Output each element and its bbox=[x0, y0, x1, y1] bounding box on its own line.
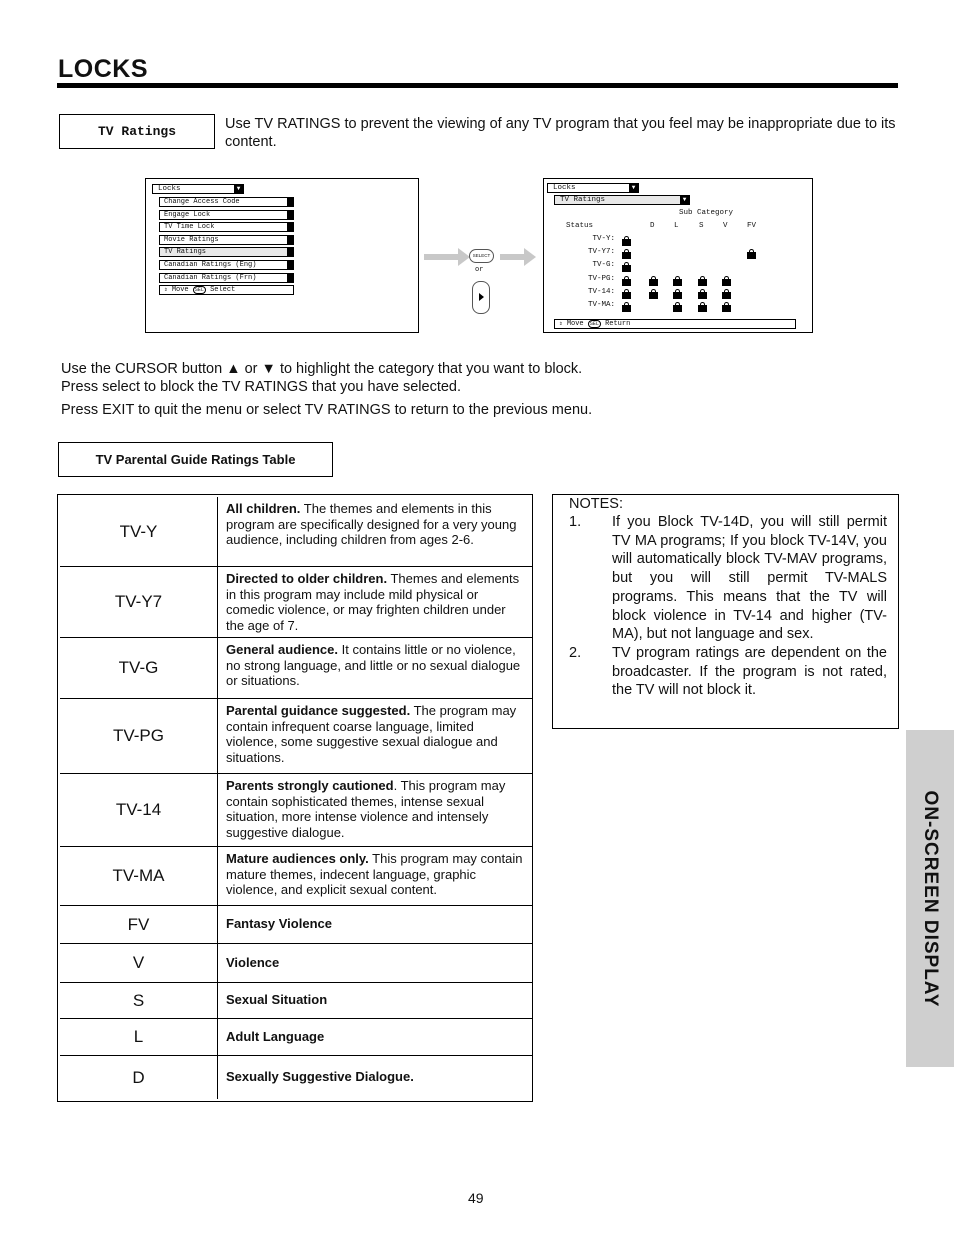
instr-text: Use the CURSOR button bbox=[61, 361, 223, 377]
note-number: 1. bbox=[569, 514, 582, 530]
or-label: or bbox=[475, 266, 484, 274]
lock-icon[interactable] bbox=[698, 292, 707, 299]
rating-row bbox=[60, 699, 532, 774]
footer-return-label: Return bbox=[605, 320, 631, 328]
menu-item[interactable] bbox=[159, 260, 294, 270]
dropdown-arrow-icon: ▼ bbox=[234, 185, 243, 193]
rating-description-bold: General audience. bbox=[226, 642, 338, 657]
menu-item-label: TV Time Lock bbox=[164, 223, 215, 232]
dropdown-arrow-icon: ▼ bbox=[680, 196, 689, 204]
sel-button-icon: SEL bbox=[194, 287, 204, 293]
column-header: S bbox=[699, 222, 704, 230]
title-rule bbox=[57, 83, 898, 88]
rating-row bbox=[60, 638, 532, 699]
screen1-footer bbox=[159, 285, 294, 295]
rating-description bbox=[226, 571, 524, 633]
lock-icon[interactable] bbox=[722, 279, 731, 286]
rating-description bbox=[226, 1029, 524, 1045]
rating-description-bold: Fantasy Violence bbox=[226, 916, 332, 931]
rating-description bbox=[226, 501, 524, 548]
select-button-label: SELECT bbox=[472, 253, 491, 258]
menu-item-edge bbox=[287, 236, 293, 244]
rating-description bbox=[226, 955, 524, 971]
up-down-icon: ⇕ bbox=[164, 286, 168, 293]
lock-icon[interactable] bbox=[673, 305, 682, 312]
rating-row-label: TV-MA: bbox=[588, 301, 616, 309]
rating-row bbox=[60, 847, 532, 906]
rating-row bbox=[60, 906, 532, 944]
lock-icon[interactable] bbox=[698, 279, 707, 286]
column-header: D bbox=[650, 222, 655, 230]
column-header: L bbox=[674, 222, 679, 230]
menu-item[interactable] bbox=[159, 235, 294, 245]
tv-ratings-screen bbox=[543, 178, 813, 333]
rating-description-bold: All children. bbox=[226, 501, 301, 516]
menu-item-edge bbox=[287, 223, 293, 231]
lock-icon[interactable] bbox=[622, 305, 631, 312]
lock-icon[interactable] bbox=[722, 305, 731, 312]
rating-description bbox=[226, 916, 524, 932]
note-text: If you Block TV-14D, you will still permit TV MA programs; If you block TV-14V, you will automatically block TV-MAV programs, but you will still permit TV-MALS programs. This means that the TV will block violence in TV-14 and higher (TV-MA), but not language and sex. bbox=[612, 514, 887, 643]
notes-heading: NOTES: bbox=[569, 496, 623, 512]
down-triangle-icon: ▼ bbox=[261, 361, 276, 377]
menu-item[interactable] bbox=[159, 197, 294, 207]
lock-icon[interactable] bbox=[747, 252, 756, 259]
rating-label: TV-PG bbox=[60, 699, 218, 773]
rating-row bbox=[60, 774, 532, 847]
instr-text: to highlight the category that you want to block. bbox=[279, 361, 583, 377]
tv-ratings-label: TV Ratings bbox=[97, 124, 176, 139]
menu-item-label: Engage Lock bbox=[164, 210, 211, 219]
screen2-tv-ratings-submenu bbox=[554, 195, 690, 205]
menu-item[interactable] bbox=[159, 222, 294, 232]
arrow-right-icon bbox=[424, 254, 458, 260]
rating-description-text: The themes and elements in this program are specifically designed for a very young audience, including children from ages 2-6. bbox=[226, 501, 517, 548]
menu-item-edge bbox=[287, 248, 293, 256]
lock-icon[interactable] bbox=[622, 279, 631, 286]
rating-row-label: TV-Y7: bbox=[588, 248, 616, 257]
menu-item-edge bbox=[287, 274, 293, 282]
footer-move-label: Move bbox=[566, 320, 584, 328]
lock-icon[interactable] bbox=[722, 292, 731, 299]
menu-item-label: Change Access Code bbox=[164, 198, 240, 206]
menu-item-edge bbox=[287, 211, 293, 219]
screen2-submenu-label: TV Ratings bbox=[560, 196, 606, 204]
lock-icon[interactable] bbox=[673, 292, 682, 299]
rating-row bbox=[60, 497, 532, 567]
footer-select-label: Select bbox=[210, 286, 236, 294]
rating-description bbox=[226, 851, 524, 898]
rating-description bbox=[226, 1069, 524, 1085]
rating-description bbox=[226, 992, 524, 1008]
arrow-right-icon bbox=[500, 254, 524, 260]
rating-description-bold: Adult Language bbox=[226, 1029, 325, 1044]
rating-label: TV-G bbox=[60, 638, 218, 698]
menu-item-edge bbox=[287, 198, 293, 206]
rating-description-bold: Parental guidance suggested. bbox=[226, 703, 411, 718]
up-down-icon: ⇕ bbox=[559, 320, 563, 327]
note-text: TV program ratings are dependent on the broadcaster. If the program is not rated, the TV will not block it. bbox=[612, 645, 887, 699]
lock-icon[interactable] bbox=[622, 292, 631, 299]
rating-description-text: The program may contain infrequent coarse language, limited violence, some suggestive sexual dialogue and situations. bbox=[226, 703, 517, 765]
lock-icon[interactable] bbox=[622, 252, 631, 259]
rating-label: V bbox=[60, 944, 218, 982]
locks-menu-screen bbox=[145, 178, 419, 333]
menu-item[interactable] bbox=[159, 273, 294, 283]
rating-label: TV-MA bbox=[60, 847, 218, 905]
menu-item-edge bbox=[287, 261, 293, 269]
menu-item-label: Canadian Ratings (Eng) bbox=[164, 261, 257, 269]
side-tab-label: ON-SCREEN DISPLAY bbox=[920, 790, 941, 1007]
tv-ratings-label-box bbox=[59, 114, 215, 149]
rating-description-bold: Directed to older children. bbox=[226, 571, 388, 586]
rating-row-label: TV-Y: bbox=[592, 235, 616, 243]
rating-description-bold: Mature audiences only. bbox=[226, 851, 369, 866]
status-label: Status bbox=[566, 222, 594, 230]
rating-description bbox=[226, 703, 524, 765]
rating-label: FV bbox=[60, 906, 218, 943]
menu-item-label: TV Ratings bbox=[164, 248, 207, 257]
lock-icon[interactable] bbox=[649, 292, 658, 299]
lock-icon[interactable] bbox=[622, 265, 631, 272]
menu-item-label: Movie Ratings bbox=[164, 235, 219, 244]
instruction-line-2: Press select to block the TV RATINGS that you have selected. bbox=[61, 379, 462, 395]
page-title: LOCKS bbox=[58, 55, 148, 83]
cursor-right-button-icon bbox=[472, 281, 490, 314]
intro-text: Use TV RATINGS to prevent the viewing of any TV program that you feel may be inappropriate due to its content. bbox=[225, 116, 896, 150]
ratings-table-title-box bbox=[58, 442, 333, 477]
footer-move-label: Move bbox=[171, 286, 189, 294]
rating-description-text: This program may contain mature themes, indecent language, graphic violence, and explicit sexual content. bbox=[226, 851, 523, 898]
lock-icon[interactable] bbox=[622, 239, 631, 246]
rating-label: S bbox=[60, 983, 218, 1018]
rating-description bbox=[226, 778, 524, 840]
rating-description-bold: Violence bbox=[226, 955, 280, 970]
rating-row bbox=[60, 944, 532, 983]
rating-description bbox=[226, 642, 524, 689]
lock-icon[interactable] bbox=[698, 305, 707, 312]
locks-menu-header-label: Locks bbox=[158, 185, 181, 193]
rating-row bbox=[60, 1056, 532, 1099]
instruction-line-1 bbox=[61, 360, 582, 378]
up-triangle-icon: ▲ bbox=[226, 361, 241, 377]
rating-description-text: Themes and elements in this program may include mild physical or comedic violence, or may frighten children under the age of 7. bbox=[226, 571, 520, 633]
lock-icon[interactable] bbox=[673, 279, 682, 286]
rating-description-bold: Parents strongly cautioned bbox=[226, 778, 394, 793]
screen2-locks-header-label: Locks bbox=[553, 184, 576, 192]
notes-box bbox=[552, 494, 899, 729]
sel-button-icon: SEL bbox=[589, 321, 599, 327]
ratings-table-title: TV Parental Guide Ratings Table bbox=[95, 452, 296, 467]
menu-item[interactable] bbox=[159, 247, 294, 257]
instr-text: or bbox=[244, 361, 258, 377]
note-number: 2. bbox=[569, 645, 582, 661]
dropdown-arrow-icon: ▼ bbox=[629, 184, 638, 192]
instruction-line-3: Press EXIT to quit the menu or select TV RATINGS to return to the previous menu. bbox=[61, 402, 593, 418]
rating-row-label: TV-14: bbox=[588, 287, 616, 296]
menu-item[interactable] bbox=[159, 210, 294, 220]
rating-label: D bbox=[60, 1056, 218, 1099]
section-side-tab bbox=[906, 730, 954, 1067]
menu-item-label: Canadian Ratings (Frn) bbox=[164, 273, 257, 282]
screen2-footer bbox=[554, 319, 796, 329]
column-header: V bbox=[723, 222, 728, 230]
rating-row-label: TV-PG: bbox=[588, 274, 616, 283]
lock-icon[interactable] bbox=[649, 279, 658, 286]
sub-category-label: Sub Category bbox=[679, 209, 734, 217]
rating-label: TV-Y bbox=[60, 497, 218, 566]
rating-row bbox=[60, 983, 532, 1019]
rating-description-bold: Sexually Suggestive Dialogue. bbox=[226, 1069, 414, 1084]
screen2-locks-header bbox=[547, 183, 639, 193]
rating-description-text: . This program may contain sophisticated themes, intense sexual situation, more intense violence and intensely suggestive dialogue. bbox=[226, 778, 506, 840]
rating-description-text: It contains little or no violence, no strong language, and little or no sexual dialogue or situations. bbox=[226, 642, 521, 689]
rating-row bbox=[60, 567, 532, 638]
rating-description-bold: Sexual Situation bbox=[226, 992, 328, 1007]
rating-label: TV-14 bbox=[60, 774, 218, 846]
rating-label: L bbox=[60, 1019, 218, 1055]
locks-menu-header bbox=[152, 184, 244, 194]
page-number: 49 bbox=[468, 1190, 484, 1206]
column-header: FV bbox=[747, 222, 757, 230]
select-button-icon bbox=[469, 249, 494, 263]
rating-row bbox=[60, 1019, 532, 1056]
rating-row-label: TV-G: bbox=[592, 261, 616, 270]
ratings-table bbox=[57, 494, 533, 1102]
rating-label: TV-Y7 bbox=[60, 567, 218, 637]
